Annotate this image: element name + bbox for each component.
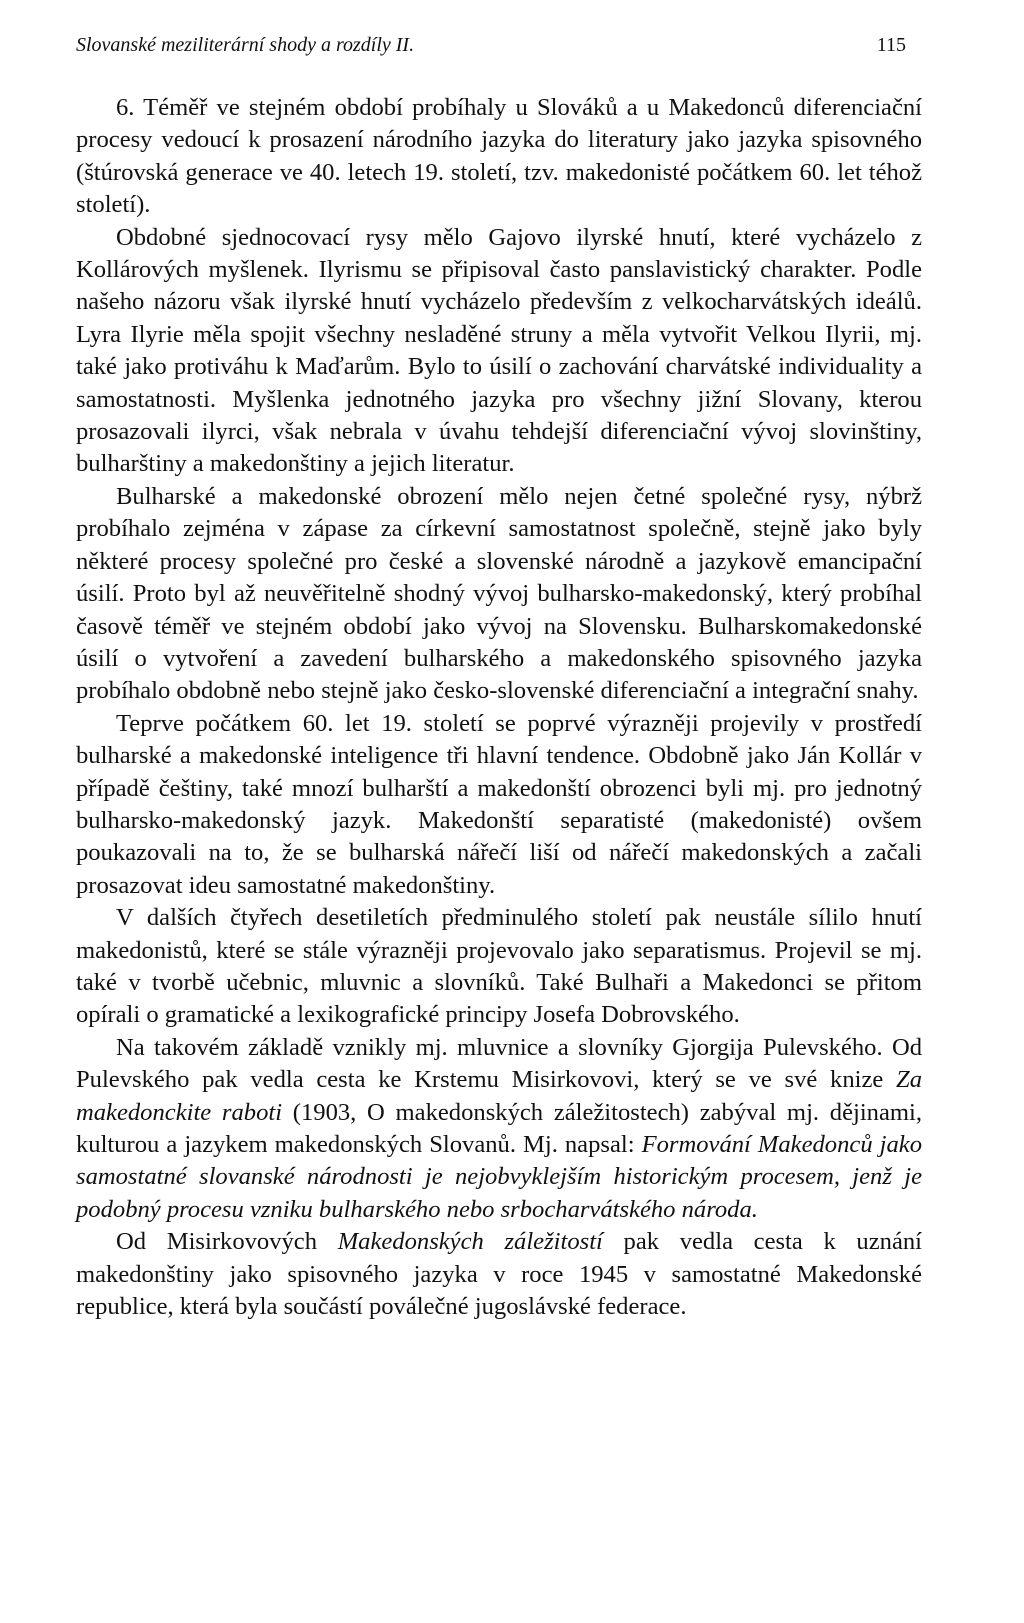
italic-text: Formování Makedonců jako samostatné slovanské národnosti je nejobvyklejším historickým procesem, jenž je podobný procesu vzniku bulharského nebo srbocharvátského národa.	[76, 1131, 922, 1223]
text-run: Od Misirkovových	[116, 1228, 338, 1256]
text-run: (1903, O makedonských záležitostech) zabýval mj. dějinami, kulturou a jazykem makedonských Slovanů. Mj. napsal:	[76, 1098, 922, 1158]
paragraph	[76, 481, 922, 708]
paragraph	[76, 1032, 922, 1226]
text-run: Obdobné sjednocovací rysy mělo Gajovo ilyrské hnutí, které vycházelo z Kollárových myšlenek. Ilyrismu se připisoval často panslavistický charakter. Podle našeho názoru však ilyrské hnutí vycházelo především z velkocharvátských ideálů. Lyra Ilyrie měla spojit všechny nesladěné struny a měla vytvořit Velkou Ilyrii, mj. také jako protiváhu k Maďarům. Bylo to úsilí o zachování charvátské individuality a samostatnosti. Myšlenka jednotného jazyka pro všechny jižní Slovany, kterou prosazovali ilyrci, však nebrala v úvahu tehdejší diferenciační vývoj slovinštiny, bulharštiny a makedonštiny a jejich literatur.	[76, 223, 922, 478]
text-run: Bulharské a makedonské obrození mělo nejen četné společné rysy, nýbrž probíhalo zejména v zápase za církevní samostatnost společně, stejně jako byly některé procesy společné pro české a slovenské národně a jazykově emancipační úsilí. Proto byl až neuvěřitelně shodný vývoj bulharsko-makedonský, který probíhal časově téměř ve stejném období jako vývoj na Slovensku. Bulharskomakedonské úsilí o vytvoření a zavedení bulharského a makedonského spisovného jazyka probíhalo obdobně nebo stejně jako česko-slovenské diferenciační a integrační snahy.	[76, 482, 922, 705]
text-run: pak vedla cesta k uznání makedonštiny jako spisovného jazyka v roce 1945 v samostatné Makedonské republice, která byla součástí poválečné jugoslávské federace.	[76, 1228, 922, 1321]
page-number: 115	[876, 34, 906, 56]
body-text	[76, 92, 922, 1323]
book-page	[76, 30, 922, 1323]
text-run: V dalších čtyřech desetiletích předminulého století pak neustále sílilo hnutí makedonistů, které se stále výrazněji projevovalo jako separatismus. Projevil se mj. také v tvorbě učebnic, mluvnic a slovníků. Také Bulhaři a Makedonci se přitom opírali o gramatické a lexikografické principy Josefa Dobrovského.	[76, 904, 922, 1029]
paragraph	[76, 1226, 922, 1323]
running-title: Slovanské meziliterární shody a rozdíly II.	[76, 34, 415, 56]
running-head	[76, 30, 922, 66]
text-run: 6. Téměř ve stejném období probíhaly u Slováků a u Makedonců diferenciační procesy vedoucí k prosazení národního jazyka do literatury jako jazyka spisovného (štúrovská generace ve 40. letech 19. století, tzv. makedonisté počátkem 60. let téhož století).	[76, 94, 922, 219]
italic-text: Makedonských záležitostí	[337, 1228, 603, 1256]
paragraph	[76, 708, 922, 902]
paragraph	[76, 92, 922, 222]
paragraph	[76, 222, 922, 481]
italic-text: Za makedonckite raboti	[76, 1066, 922, 1126]
text-run: Teprve počátkem 60. let 19. století se poprvé výrazněji projevily v prostředí bulharské a makedonské inteligence tři hlavní tendence. Obdobně jako Ján Kollár v případě češtiny, také mnozí bulharští a makedonští obrozenci byli mj. pro jednotný bulharsko-makedonský jazyk. Makedonští separatisté (makedonisté) ovšem poukazovali na to, že se bulharská nářečí liší od nářečí makedonských a začali prosazovat ideu samostatné makedonštiny.	[76, 709, 922, 899]
paragraph	[76, 902, 922, 1032]
text-run: Na takovém základě vznikly mj. mluvnice a slovníky Gjorgija Pulevského. Od Pulevského pak vedla cesta ke Krstemu Misirkovovi, který se ve své knize	[76, 1033, 922, 1094]
